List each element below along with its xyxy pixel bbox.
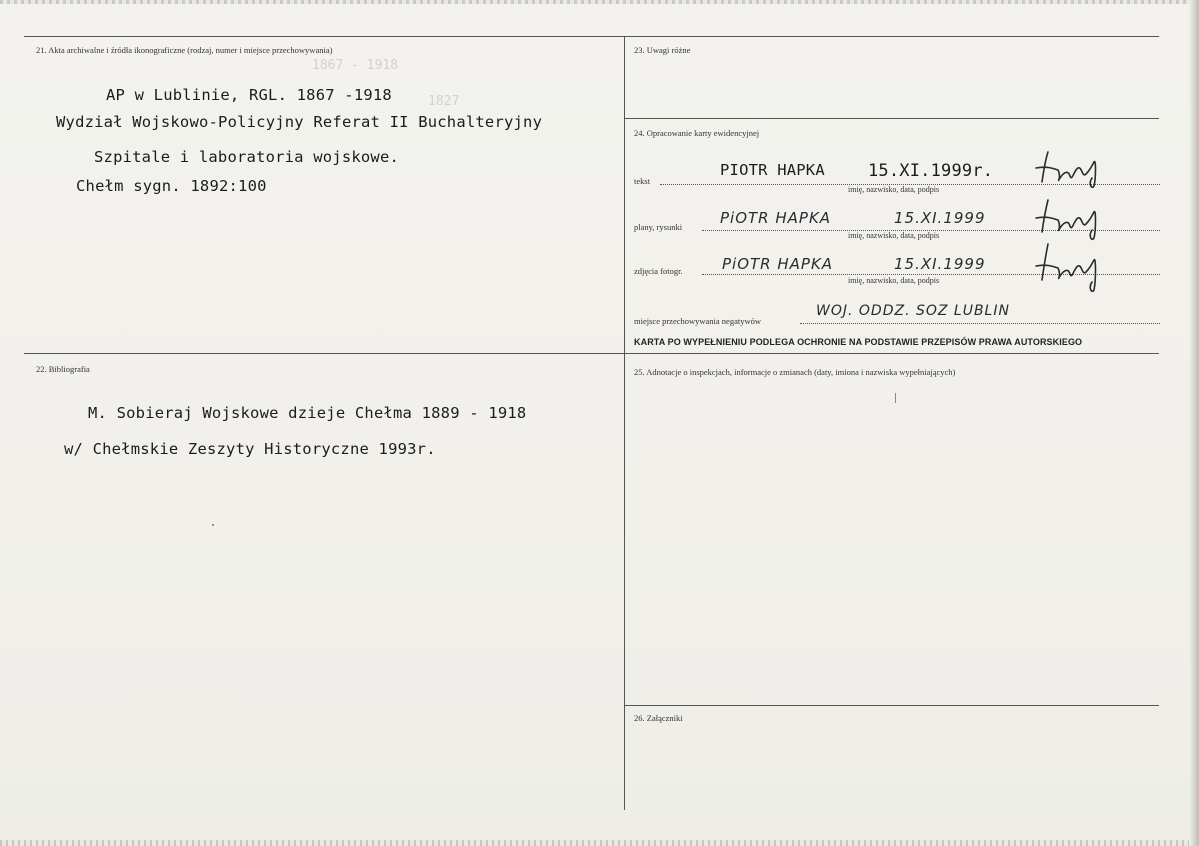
- paper-speck: [212, 524, 214, 526]
- archive-line: AP w Lublinie, RGL. 1867 -1918: [106, 86, 392, 104]
- section-21-faded-text: 1867 - 1918: [312, 58, 399, 73]
- paper-top-edge: [0, 0, 1199, 4]
- section-24-label: 24. Opracowanie karty ewidencyjnej: [634, 128, 760, 138]
- text-row-name: PIOTR HAPKA: [720, 161, 825, 179]
- plans-row-date: 15.XI.1999: [894, 209, 986, 227]
- plans-row-caption: imię, nazwisko, data, podpis: [848, 231, 940, 240]
- archive-line: Wydział Wojskowo-Policyjny Referat II Buchalteryjny: [56, 113, 543, 131]
- archive-line: Szpitale i laboratoria wojskowe.: [94, 148, 400, 166]
- photos-row-label: zdjęcia fotogr.: [634, 266, 683, 276]
- section-21-faded-text: 1827: [428, 94, 460, 109]
- section-21-label: 21. Akta archiwalne i źródła ikonograficzne (rodzaj, numer i miejsce przechowywania): [36, 45, 333, 55]
- top-border-rule: [24, 36, 1159, 37]
- plans-row-name: PiOTR HAPKA: [720, 209, 832, 227]
- middle-border-rule: [24, 353, 1159, 354]
- photos-row-caption: imię, nazwisko, data, podpis: [848, 276, 940, 285]
- negatives-line: [800, 323, 1160, 324]
- section-22-label: 22. Bibliografia: [36, 364, 90, 374]
- copyright-notice: KARTA PO WYPEŁNIENIU PODLEGA OCHRONIE NA PODSTAWIE PRZEPISÓW PRAWA AUTORSKIEGO: [634, 337, 1083, 347]
- text-row-caption: imię, nazwisko, data, podpis: [848, 185, 940, 194]
- archive-line: Chełm sygn. 1892:100: [76, 177, 267, 195]
- bibliography-line: w/ Chełmskie Zeszyty Historyczne 1993r.: [64, 440, 436, 458]
- paper-right-edge: [1189, 0, 1199, 846]
- plans-row-label: plany, rysunki: [634, 222, 683, 232]
- bibliography-line: M. Sobieraj Wojskowe dzieje Chełma 1889 - 1918: [88, 404, 527, 422]
- signature-photos-row: [1034, 240, 1104, 296]
- section-23-24-divider: [624, 118, 1159, 119]
- section-25-label: 25. Adnotacje o inspekcjach, informacje o zmianach (daty, imiona i nazwiska wypełniających): [634, 367, 956, 377]
- signature-plans-row: [1034, 196, 1104, 242]
- text-row-date: 15.XI.1999r.: [868, 161, 994, 181]
- negatives-location: WOJ. ODDZ. SOZ LUBLIN: [816, 303, 1010, 319]
- section-26-label: 26. Załączniki: [634, 713, 683, 723]
- column-divider: [624, 36, 625, 810]
- section-25-26-divider: [624, 705, 1159, 706]
- negatives-label: miejsce przechowywania negatywów: [634, 316, 761, 326]
- photos-row-name: PiOTR HAPKA: [722, 255, 834, 273]
- text-row-label: tekst: [634, 176, 651, 186]
- paper-bottom-edge: [0, 840, 1199, 846]
- paper-mark: [895, 393, 896, 403]
- signature-text-row: [1034, 148, 1104, 190]
- photos-row-date: 15.XI.1999: [894, 255, 986, 273]
- section-23-label: 23. Uwagi różne: [634, 45, 691, 55]
